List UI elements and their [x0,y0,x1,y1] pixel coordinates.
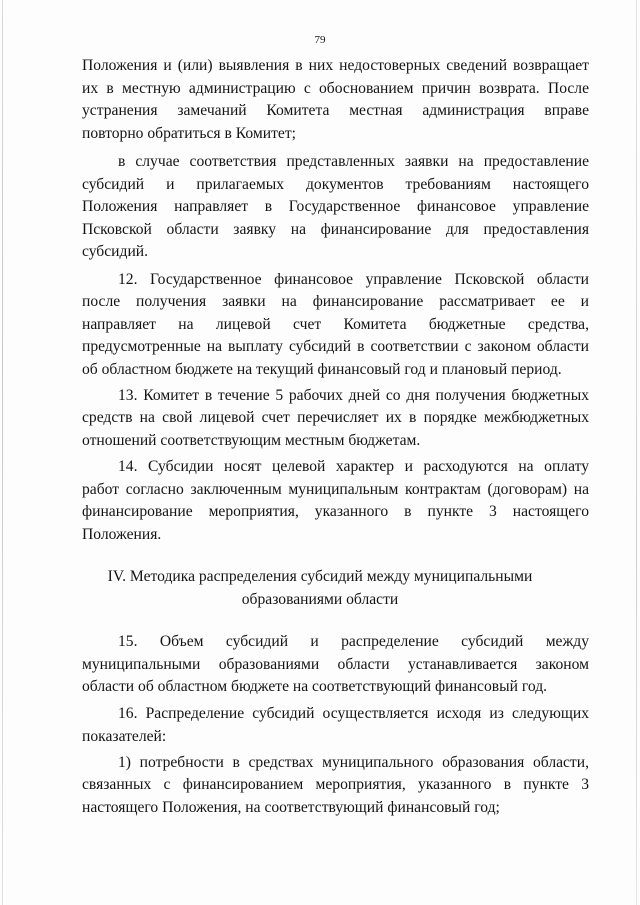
scan-edge-right [636,0,637,905]
paragraph-line: Положения и (или) выявления в них недостоверных сведений возвращает [82,57,589,74]
section-heading-line-2: образованиями области [241,590,399,608]
paragraph-line: Положения. [82,525,162,543]
paragraph-line: в случае соответствия представленных заявки на предоставление [118,153,589,170]
paragraph-line: 14. Субсидии носят целевой характер и расходуются на оплату [118,458,589,475]
paragraph-line: работ согласно заключенным муниципальным контрактам (договорам) на [82,480,589,498]
paragraph-line: настоящего Положения, на соответствующий финансовый год; [82,798,500,816]
paragraph-line: муниципальными образованиями области устанавливается законом [82,655,589,673]
paragraph-line: 13. Комитет в течение 5 рабочих дней со дня получения бюджетных [118,386,589,404]
paragraph-line: финансирование мероприятия, указанного в пункте 3 настоящего [82,503,589,520]
paragraph-line: отношений соответствующим местным бюджетам. [82,431,421,449]
paragraph-line: направляет на лицевой счет Комитета бюджетные средства, [82,315,589,333]
paragraph-line: средств на свой лицевой счет перечисляет их в порядке межбюджетных [82,409,589,426]
paragraph-line: их в местную администрацию с обоснованием причин возврата. После [82,79,589,97]
paragraph-line: после получения заявки на финансирование рассматривает ее и [82,293,589,310]
paragraph-line: повторно обратиться в Комитет; [82,124,296,142]
paragraph-line: 15. Объем субсидий и распределение субсидий между [118,633,589,650]
page-number: 79 [314,34,326,46]
paragraph-line: устранения замечаний Комитета местная администрация вправе [82,102,589,119]
paragraph-line: показателей: [82,727,167,745]
section-heading-line-1: IV. Методика распределения субсидий между муниципальными [107,568,533,585]
paragraph-line: предусмотренные на выплату субсидий в соответствии с законом области [82,338,589,355]
paragraph-line: 1) потребности в средствах муниципального образования области, [118,753,589,771]
scan-edge-left [2,0,3,905]
paragraph-line: Псковской области заявку на финансирование для предоставления [82,220,589,238]
paragraph-line: 16. Распределение субсидий осуществляется исходя из следующих [118,705,589,722]
paragraph-line: субсидий. [82,243,149,260]
paragraph-line: Положения направляет в Государственное финансовое управление [82,198,589,215]
paragraph-line: 12. Государственное финансовое управление Псковской области [118,270,589,288]
paragraph-line: области об областном бюджете на соответствующий финансовый год. [82,678,548,695]
paragraph-line: об областном бюджете на текущий финансовый год и плановый период. [82,360,562,378]
paragraph-line: связанных с финансированием мероприятия, указанного в пункте 3 [82,776,589,793]
paragraph-line: субсидий и прилагаемых документов требованиям настоящего [82,175,589,193]
